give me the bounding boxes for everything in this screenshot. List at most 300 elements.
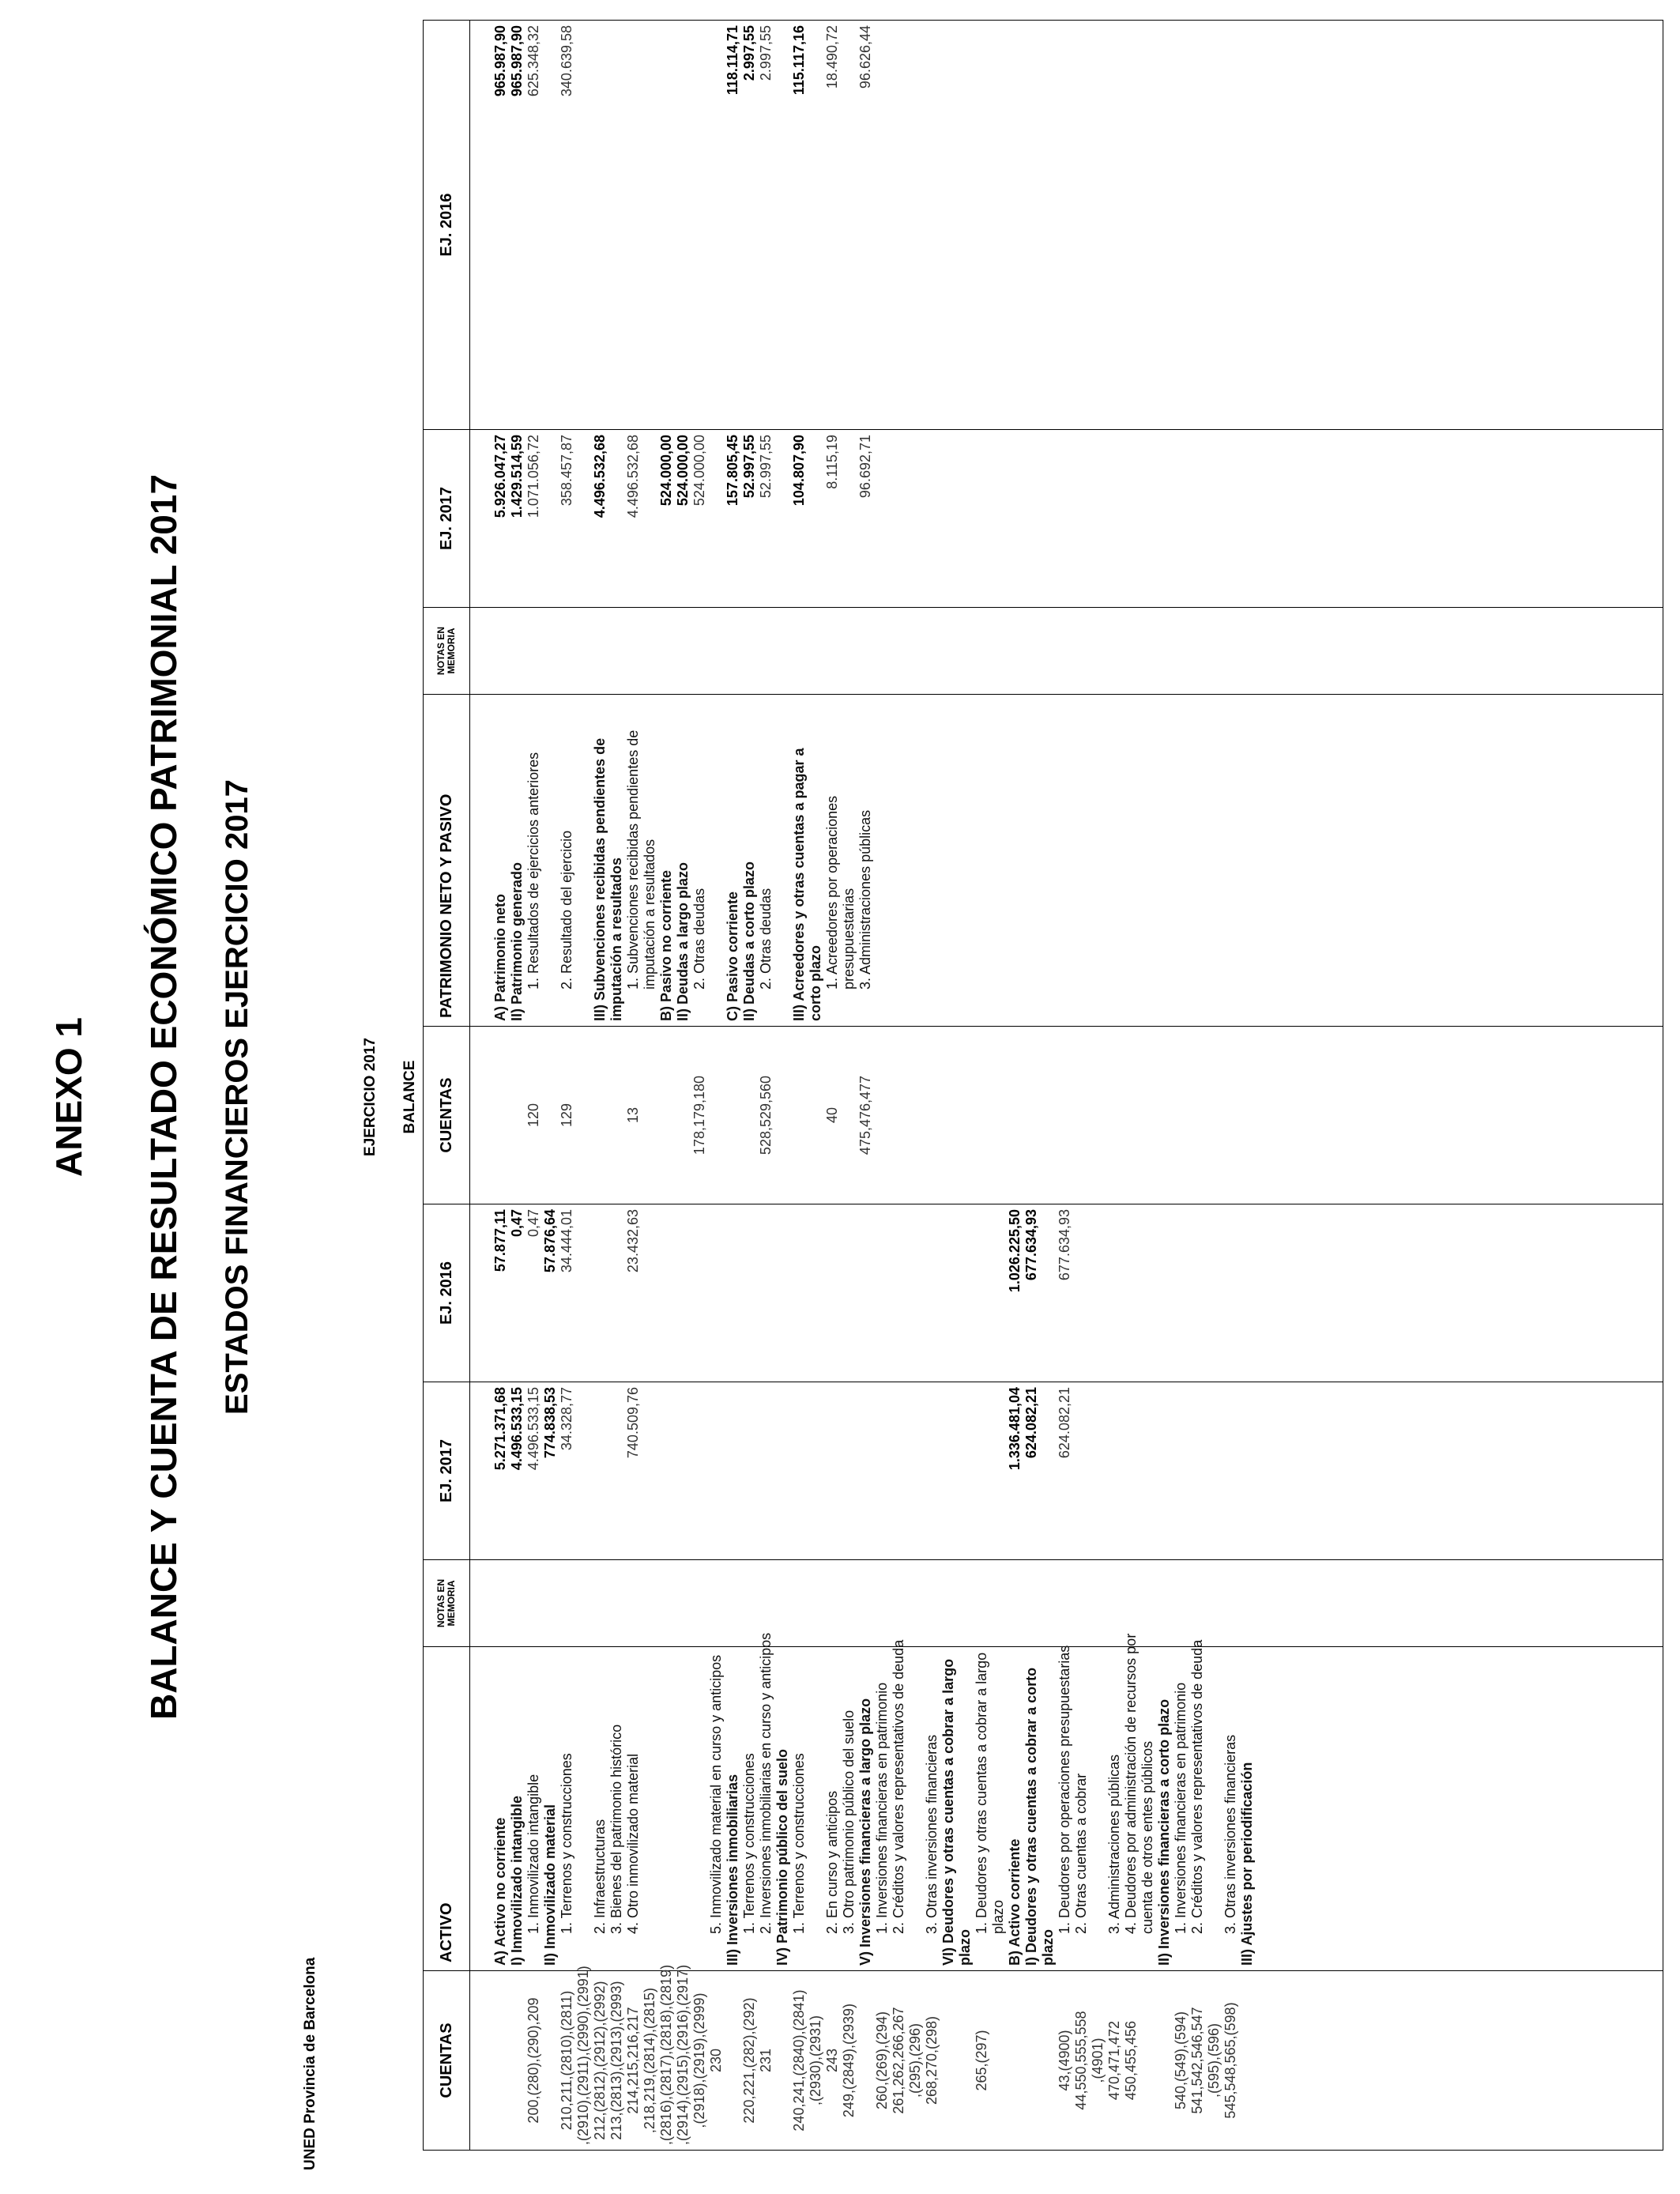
amount-2017: [708, 435, 725, 602]
amount-2016: 57.877,11: [492, 1209, 508, 1272]
amount-2017: [808, 1387, 824, 1555]
amount-2016: [725, 1209, 741, 1377]
header-cuentas-pasivo: CUENTAS: [424, 1027, 470, 1204]
line-item-label: corto plazo: [808, 944, 823, 1021]
amount-2016: 0,47: [509, 1209, 525, 1238]
pasivo-labels-column: [470, 695, 1663, 1027]
amount-2017: 52.997,55: [741, 435, 757, 499]
account-code: 243: [824, 2048, 840, 2073]
amount-2017: [841, 1387, 857, 1555]
amount-2017: 1.336.481,04: [1007, 1387, 1023, 1471]
amount-2016: 115.117,16: [791, 25, 807, 96]
account-code: 210,211,(2810),(2811): [559, 1990, 574, 2131]
amount-2016: [758, 1209, 774, 1377]
amount-2016: [874, 1209, 891, 1377]
account-code: 540,(549),(594): [1173, 2011, 1188, 2110]
amount-2016: [708, 1209, 725, 1377]
account-code: 43,(4900): [1057, 2030, 1072, 2091]
amount-2016: [1222, 1209, 1239, 1377]
amount-2017: [907, 1387, 924, 1555]
amount-2016: 340.639,58: [559, 25, 574, 97]
header-pasivo: PATRIMONIO NETO Y PASIVO: [424, 695, 470, 1027]
line-item-label: III) Subvenciones recibidas pendientes de: [592, 737, 608, 1021]
line-item-label: 1. Deudores por operaciones presupuestarias: [1057, 1645, 1072, 1934]
account-code: 528,529,560: [758, 1075, 774, 1155]
line-item-label: II) Deudas a largo plazo: [675, 861, 691, 1021]
line-item-label: [575, 1652, 592, 1966]
line-item-label: plazo: [990, 1899, 1006, 1934]
account-code: 120: [525, 1103, 541, 1128]
account-code: [725, 1031, 741, 1199]
amount-2016: [774, 1209, 791, 1377]
amount-2017: [758, 1387, 774, 1555]
line-item-label: 2. Inversiones inmobiliarias en curso y anticipos: [758, 1632, 774, 1934]
account-code: [708, 1031, 725, 1199]
line-item-label: B) Pasivo no corriente: [658, 869, 674, 1021]
amount-2017: [1123, 1387, 1139, 1555]
amount-2017: [774, 435, 791, 602]
amount-2016: [741, 1209, 758, 1377]
account-code: [1007, 1976, 1023, 2145]
amount-2016: [1090, 1209, 1106, 1377]
account-code: [1139, 1976, 1156, 2145]
line-item-label: [708, 699, 725, 1021]
account-code: 475,476,477: [857, 1075, 873, 1155]
account-code: [957, 1976, 974, 2145]
line-item-label: I) Deudores y otras cuentas a cobrar a corto: [1023, 1667, 1039, 1966]
amount-2017: 624.082,21: [1023, 1387, 1039, 1459]
line-item-label: imputación a resultados: [608, 857, 624, 1021]
amount-2017: [874, 1387, 891, 1555]
amount-2016: 96.626,44: [857, 25, 873, 89]
amount-2017: [542, 435, 559, 602]
amount-2017: [1206, 1387, 1222, 1555]
account-code: ,(2914),(2915),(2916),(2917): [675, 1964, 691, 2145]
amount-2016: [592, 1209, 608, 1377]
account-code: 249,(2849),(2939): [841, 2003, 857, 2118]
amount-2016: 1.026.225,50: [1007, 1209, 1023, 1293]
account-code: 240,241,(2840),(2841): [791, 1989, 807, 2132]
amount-2017: [957, 1387, 974, 1555]
amount-2017: 1.429.514,59: [509, 435, 525, 518]
line-item-label: II) Patrimonio generado: [509, 861, 525, 1021]
account-code: 178,179,180: [691, 1075, 707, 1155]
account-code: 545,548,565,(598): [1222, 2002, 1238, 2119]
amount-2016: 23.432,63: [625, 1209, 641, 1273]
amount-2017: 1.071.056,72: [525, 435, 541, 518]
account-code: 265,(297): [974, 2030, 989, 2091]
header-cuentas-activo: CUENTAS: [424, 1971, 470, 2151]
amount-2016: 0,47: [525, 1209, 541, 1238]
pasivo-ej2017-column: [470, 430, 1663, 608]
amount-2016: [608, 1209, 625, 1377]
main-title: BALANCE Y CUENTA DE RESULTADO ECONÓMICO PATRIMONIAL 2017: [143, 473, 184, 1721]
line-item-label: 2. Otras deudas: [758, 888, 774, 990]
account-code: 40: [824, 1106, 840, 1124]
account-code: 230: [708, 2048, 724, 2073]
amount-2016: [675, 1209, 691, 1377]
header-notas-activo: NOTAS EN MEMORIA: [424, 1560, 470, 1647]
line-item-label: 2. Resultado del ejercicio: [559, 830, 574, 990]
amount-2016: [691, 25, 708, 424]
amount-2016: [642, 25, 658, 424]
account-code: [509, 1976, 525, 2145]
line-item-label: 3. Bienes del patrimonio histórico: [608, 1724, 624, 1934]
amount-2017: [658, 1387, 675, 1555]
amount-2016: 34.444,01: [559, 1209, 574, 1273]
amount-2016: [974, 1209, 990, 1377]
amount-2017: [575, 1387, 592, 1555]
amount-2016: [1156, 1209, 1173, 1377]
line-item-label: 3. Administraciones públicas: [1106, 1754, 1122, 1934]
line-item-label: 1. Terrenos y construcciones: [791, 1753, 807, 1934]
line-item-label: II) Deudas a corto plazo: [741, 861, 757, 1021]
line-item-label: 2. Otras deudas: [691, 888, 707, 990]
account-code: ,(2816),(2817),(2818),(2819): [658, 1964, 674, 2145]
amount-2016: [808, 25, 824, 424]
account-code: 13: [625, 1106, 641, 1124]
line-item-label: C) Pasivo corriente: [725, 891, 740, 1021]
amount-2016: [1040, 1209, 1057, 1377]
header-activo: ACTIVO: [424, 1647, 470, 1971]
amount-2016: 57.876,64: [542, 1209, 558, 1273]
amount-2017: 358.457,87: [559, 435, 574, 507]
amount-2017: [774, 1387, 791, 1555]
line-item-label: [907, 1652, 924, 1966]
amount-2017: [642, 1387, 658, 1555]
line-item-label: [575, 699, 592, 1021]
amount-2016: 677.634,93: [1057, 1209, 1072, 1281]
account-code: 129: [559, 1103, 574, 1128]
amount-2016: [774, 25, 791, 424]
account-code: [675, 1031, 691, 1199]
amount-2016: [841, 25, 857, 424]
account-code: 212,(2812),(2912),(2992): [592, 1981, 608, 2140]
line-item-label: A) Patrimonio neto: [492, 894, 508, 1021]
account-code: [592, 1031, 608, 1199]
line-item-label: [658, 1652, 675, 1966]
amount-2016: [1206, 1209, 1222, 1377]
pasivo-ej2016-column: [470, 21, 1663, 430]
amount-2017: [608, 1387, 625, 1555]
account-code: 470,471,472: [1106, 2020, 1122, 2101]
amount-2016: [642, 1209, 658, 1377]
line-item-label: II) Inversiones financieras a corto plazo: [1156, 1698, 1172, 1966]
header-ej2017-pasivo: EJ. 2017: [424, 430, 470, 608]
line-item-label: IV) Patrimonio público del suelo: [774, 1748, 790, 1966]
account-code: [774, 1031, 791, 1199]
amount-2017: [1040, 1387, 1057, 1555]
amount-2017: 4.496.533,15: [525, 1387, 541, 1471]
amount-2017: [691, 1387, 708, 1555]
amount-2017: [924, 1387, 940, 1555]
amount-2017: 4.496.533,15: [509, 1387, 525, 1471]
amount-2017: [974, 1387, 990, 1555]
account-code: ,(295),(296): [907, 2022, 923, 2098]
amount-2016: [841, 1209, 857, 1377]
amount-2016: [575, 1209, 592, 1377]
line-item-label: 4. Otro inmovilizado material: [625, 1753, 641, 1934]
account-code: 450,455,456: [1123, 2020, 1139, 2101]
line-item-label: II) Inmovilizado material: [542, 1804, 558, 1966]
amount-2017: [857, 1387, 874, 1555]
line-item-label: plazo: [957, 1928, 973, 1966]
activo-ej2017-column: [470, 1382, 1663, 1560]
amount-2017: [1222, 1387, 1239, 1555]
balance-table: [423, 20, 1663, 2151]
amount-2016: [592, 25, 608, 424]
amount-2016: 965.987,90: [492, 25, 508, 97]
amount-2017: [1090, 1387, 1106, 1555]
line-item-label: 5. Inmovilizado material en curso y anticipos: [708, 1654, 724, 1934]
line-item-label: 2. En curso y anticipos: [824, 1790, 840, 1934]
amount-2016: 2.997,55: [741, 25, 757, 81]
line-item-label: [774, 699, 791, 1021]
amount-2017: 774.838,53: [542, 1387, 558, 1459]
line-item-label: 1. Inmovilizado intangible: [525, 1774, 541, 1934]
line-item-label: presupuestarias: [841, 888, 857, 990]
account-code: ,(595),(596): [1206, 2022, 1222, 2098]
line-item-label: 1. Inversiones financieras en patrimonio: [1173, 1682, 1188, 1934]
amount-2017: 52.997,55: [758, 435, 774, 499]
amount-2017: 104.807,90: [791, 435, 807, 507]
account-code: [741, 1031, 758, 1199]
line-item-label: 3. Administraciones públicas: [857, 809, 873, 990]
amount-2016: 118.114,71: [725, 25, 740, 96]
account-code: [542, 1976, 559, 2145]
amount-2017: [1173, 1387, 1189, 1555]
amount-2016: 677.634,93: [1023, 1209, 1039, 1281]
amount-2017: 4.496.532,68: [625, 435, 641, 518]
amount-2016: [542, 25, 559, 424]
amount-2016: [857, 1209, 874, 1377]
amount-2017: [891, 1387, 907, 1555]
amount-2017: [708, 1387, 725, 1555]
line-item-label: 2. Otras cuentas a cobrar: [1073, 1773, 1089, 1934]
line-item-label: [675, 1652, 691, 1966]
amount-2017: [824, 1387, 841, 1555]
amount-2017: 524.000,00: [675, 435, 691, 507]
header-ej2016-activo: EJ. 2016: [424, 1204, 470, 1382]
amount-2017: [575, 435, 592, 602]
amount-2016: [1123, 1209, 1139, 1377]
line-item-label: III) Inversiones inmobiliarias: [725, 1774, 740, 1966]
line-item-label: 1. Terrenos y construcciones: [741, 1753, 757, 1934]
amount-2017: [642, 435, 658, 602]
amount-2017: [741, 1387, 758, 1555]
amount-2016: [625, 25, 642, 424]
amount-2017: [791, 1387, 808, 1555]
amount-2016: [808, 1209, 824, 1377]
line-item-label: [808, 1652, 824, 1966]
account-code: [492, 1031, 509, 1199]
account-code: ,(4901): [1090, 2038, 1106, 2083]
line-item-label: [691, 1652, 708, 1966]
account-code: ,(2910),(2911),(2990),(2991): [575, 1966, 591, 2145]
sub-title: ESTADOS FINANCIEROS EJERCICIO 2017: [220, 779, 254, 1415]
amount-2017: 5.926.047,27: [492, 435, 508, 518]
amount-2016: 18.490,72: [824, 25, 840, 89]
account-code: [492, 1976, 509, 2145]
line-item-label: 2. Infraestructuras: [592, 1819, 608, 1934]
line-item-label: 3. Otras inversiones financieras: [1222, 1734, 1238, 1934]
line-item-label: III) Ajustes por periodificación: [1239, 1762, 1255, 1966]
line-item-label: imputación a resultados: [642, 839, 657, 990]
account-code: 231: [758, 2048, 774, 2073]
line-item-label: 1. Subvenciones recibidas pendientes de: [625, 729, 641, 990]
account-code: 268,270,(298): [924, 2015, 940, 2105]
line-item-label: III) Acreedores y otras cuentas a pagar a: [791, 748, 807, 1021]
account-code: [774, 1976, 791, 2145]
line-item-label: 1. Terrenos y construcciones: [559, 1753, 574, 1934]
line-item-label: 3. Otro patrimonio público del suelo: [841, 1710, 857, 1934]
amount-2016: [658, 25, 675, 424]
amount-2016: [675, 25, 691, 424]
account-code: [1239, 1976, 1256, 2145]
line-item-label: 2. Créditos y valores representativos de deuda: [1189, 1639, 1205, 1934]
activo-ej2016-column: [470, 1204, 1663, 1382]
amount-2016: 965.987,90: [509, 25, 525, 97]
amount-2016: [990, 1209, 1007, 1377]
line-item-label: 1. Acreedores por operaciones: [824, 795, 840, 990]
amount-2017: [608, 435, 625, 602]
amount-2017: [1239, 1387, 1256, 1555]
amount-2016: [658, 1209, 675, 1377]
amount-2016: [891, 1209, 907, 1377]
line-item-label: [542, 699, 559, 1021]
account-code: [857, 1976, 874, 2145]
header-ej2017-activo: EJ. 2017: [424, 1382, 470, 1560]
amount-2016: [907, 1209, 924, 1377]
account-code: 220,221,(282),(292): [741, 1997, 757, 2124]
account-code: [990, 1976, 1007, 2145]
account-code: [658, 1031, 675, 1199]
amount-2017: 4.496.532,68: [592, 435, 608, 518]
amount-2017: [1189, 1387, 1206, 1555]
amount-2016: [575, 25, 592, 424]
amount-2017: [1156, 1387, 1173, 1555]
amount-2017: [990, 1387, 1007, 1555]
line-item-label: A) Activo no corriente: [492, 1817, 508, 1966]
header-notas-pasivo: NOTAS EN MEMORIA: [424, 608, 470, 695]
amount-2017: 524.000,00: [691, 435, 707, 507]
annex-title: ANEXO 1: [48, 1017, 89, 1177]
amount-2017: 524.000,00: [658, 435, 674, 507]
amount-2016: 625.348,32: [525, 25, 541, 97]
amount-2017: 157.805,45: [725, 435, 740, 507]
amount-2017: [841, 435, 857, 602]
line-item-label: 4. Deudores por administración de recursos por: [1123, 1633, 1139, 1934]
line-item-label: 1. Inversiones financieras en patrimonio: [874, 1682, 890, 1934]
account-code: 44,550,555,558: [1073, 2011, 1089, 2110]
account-code: [642, 1031, 658, 1199]
account-code: [1023, 1976, 1040, 2145]
amount-2016: [940, 1209, 957, 1377]
amount-2016: [1139, 1209, 1156, 1377]
line-item-label: 3. Otras inversiones financieras: [924, 1734, 940, 1934]
account-code: [1156, 1976, 1173, 2145]
amount-2016: [957, 1209, 974, 1377]
amount-2017: 5.271.371,68: [492, 1387, 508, 1471]
amount-2016: [691, 1209, 708, 1377]
line-item-label: cuenta de otros entes públicos: [1139, 1740, 1155, 1934]
amount-2016: [708, 25, 725, 424]
line-item-label: 1. Resultados de ejercicios anteriores: [525, 752, 541, 990]
account-code: ,(2930),(2931): [808, 2015, 823, 2106]
account-code: ,218,219,(2814),(2815): [642, 1987, 657, 2134]
amount-2017: [725, 1387, 741, 1555]
account-code: 261,262,266,267: [891, 2007, 906, 2114]
line-item-label: [1090, 1652, 1106, 1966]
amount-2017: [592, 1387, 608, 1555]
amount-2017: 624.082,21: [1057, 1387, 1072, 1459]
amount-2016: [1073, 1209, 1090, 1377]
account-code: [509, 1031, 525, 1199]
account-code: [1040, 1976, 1057, 2145]
activo-labels-column: [470, 1632, 1663, 1971]
account-code: ,(2918),(2919),(2999): [691, 1992, 707, 2128]
amount-2017: 8.115,19: [824, 435, 840, 489]
activo-notas-column: [470, 1560, 1663, 1647]
amount-2017: [675, 1387, 691, 1555]
amount-2016: [608, 25, 625, 424]
line-item-label: VI) Deudores y otras cuentas a cobrar a largo: [940, 1658, 956, 1966]
line-item-label: [642, 1652, 658, 1966]
amount-2016: [824, 1209, 841, 1377]
account-code: 541,542,546,547: [1189, 2007, 1205, 2114]
account-code: 213,(2813),(2913),(2993): [608, 1981, 624, 2140]
amount-2017: [1139, 1387, 1156, 1555]
amount-2016: 2.997,55: [758, 25, 774, 81]
amount-2016: [1189, 1209, 1206, 1377]
account-code: [841, 1031, 857, 1199]
amount-2017: [1073, 1387, 1090, 1555]
account-code: [608, 1031, 625, 1199]
header-ej2016-pasivo: EJ. 2016: [424, 21, 470, 430]
amount-2016: [924, 1209, 940, 1377]
account-code: [940, 1976, 957, 2145]
amount-2016: [1239, 1209, 1256, 1377]
balance-label: BALANCE: [401, 1060, 418, 1134]
account-code: [542, 1031, 559, 1199]
line-item-label: 1. Deudores y otras cuentas a cobrar a largo: [974, 1652, 989, 1934]
account-code: [791, 1031, 808, 1199]
account-code: [575, 1031, 592, 1199]
amount-2016: [791, 1209, 808, 1377]
line-item-label: [1206, 1652, 1222, 1966]
amount-2017: 96.692,71: [857, 435, 873, 499]
line-item-label: V) Inversiones financieras a largo plazo: [857, 1698, 873, 1966]
line-item-label: B) Activo corriente: [1007, 1838, 1023, 1966]
organization-name: UNED Provincia de Barcelona: [302, 1957, 318, 2170]
pasivo-notas-column: [470, 608, 1663, 695]
amount-2017: 34.328,77: [559, 1387, 574, 1451]
line-item-label: 2. Créditos y valores representativos de deuda: [891, 1639, 906, 1934]
ejercicio-label: EJERCICIO 2017: [362, 1038, 379, 1156]
activo-cuentas-column: [470, 1964, 1663, 2151]
account-code: [808, 1031, 824, 1199]
account-code: 214,215,216,217: [625, 2007, 641, 2114]
amount-2017: 740.509,76: [625, 1387, 641, 1459]
amount-2017: [1106, 1387, 1123, 1555]
account-code: 200,(280),(290),209: [525, 1997, 541, 2124]
account-code: 260,(269),(294): [874, 2011, 890, 2110]
amount-2016: [1173, 1209, 1189, 1377]
pasivo-cuentas-column: [470, 1027, 1663, 1204]
account-code: [725, 1976, 741, 2145]
line-item-label: plazo: [1040, 1928, 1056, 1966]
amount-2016: [1106, 1209, 1123, 1377]
